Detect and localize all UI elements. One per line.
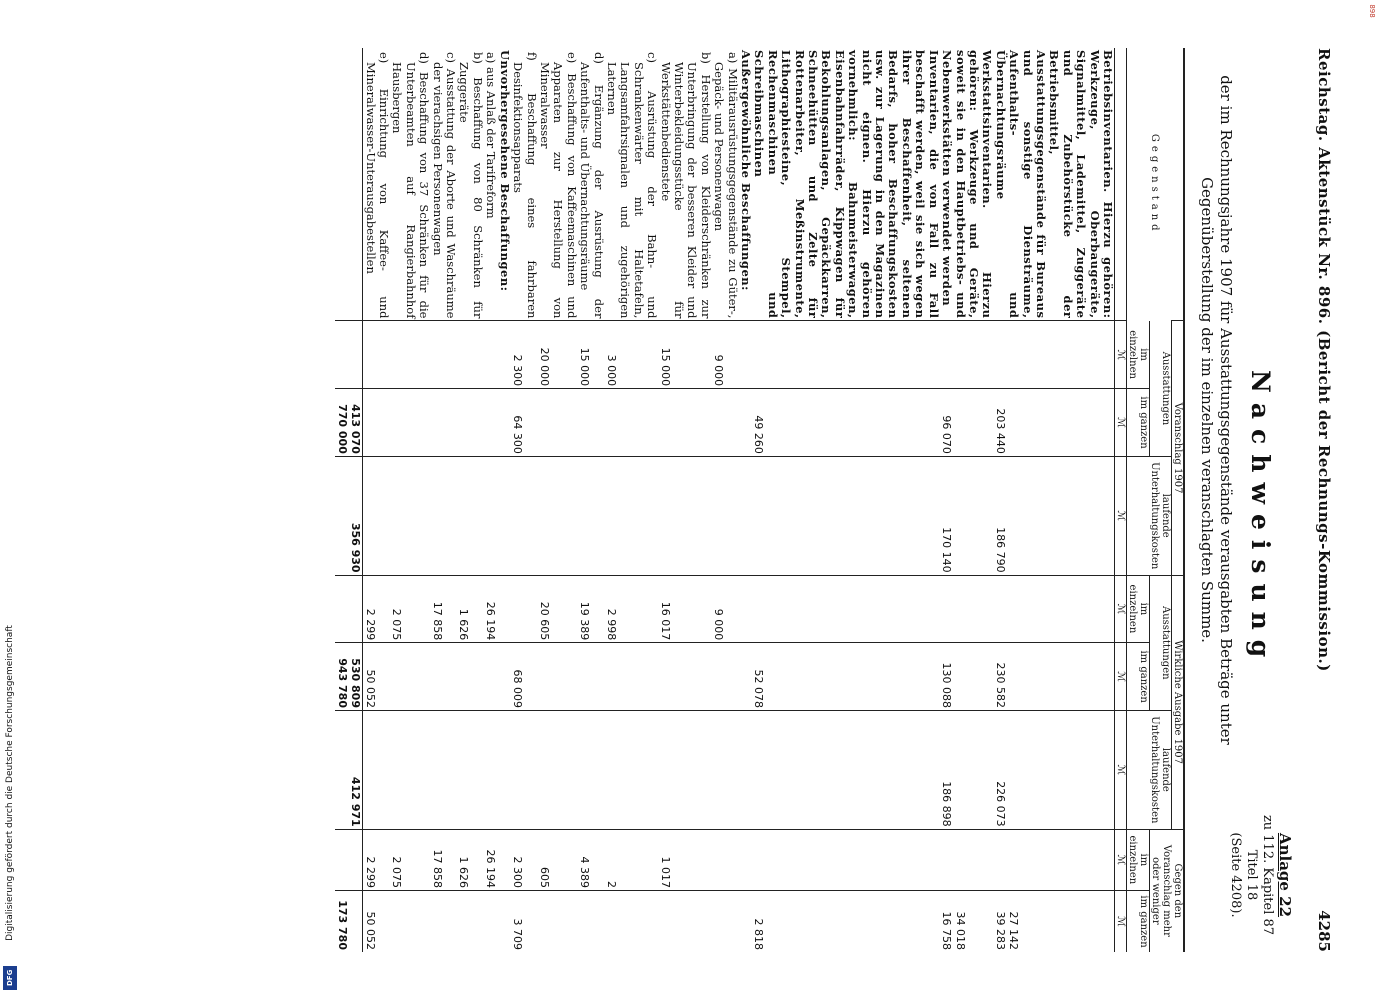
cell-v-lauf bbox=[605, 456, 659, 575]
cell-w-ganz: 230 582 bbox=[993, 643, 1114, 711]
grand-g: 173 780 bbox=[335, 891, 348, 952]
cell-v-ganz bbox=[484, 389, 497, 457]
total-w-lauf: 412 971 bbox=[349, 710, 363, 829]
unit-mark: ℳ bbox=[1115, 389, 1127, 457]
cell-w-einz: 26 194 bbox=[484, 575, 497, 643]
col-wirkliche: Wirkliche Ausgabe 1907 bbox=[1172, 575, 1185, 829]
row-description: e) Beschaffung von Kaffeemaschinen und Apparaten zur Herstellung von Mineralwasser bbox=[537, 52, 579, 319]
cell-v-ganz bbox=[739, 389, 752, 457]
col-w-einz: im einzelnen bbox=[1127, 575, 1150, 643]
expense-table bbox=[335, 48, 1185, 952]
cell-v-ganz bbox=[712, 389, 739, 457]
cell-g-einz bbox=[497, 829, 510, 890]
cell-g-einz: 2 075 bbox=[390, 829, 430, 890]
table-row bbox=[538, 48, 578, 952]
cell-w-ganz bbox=[538, 643, 578, 711]
subtotal-row bbox=[349, 48, 363, 952]
row-description: d) Beschaffung von 37 Schränken für die Unterbeamten auf Rangierbahnhof Hausbergen bbox=[390, 52, 432, 319]
cell-v-einz bbox=[363, 321, 390, 389]
col-v-ausstattungen: Ausstattungen bbox=[1150, 321, 1172, 456]
cell-w-ganz: 68 009 bbox=[511, 643, 538, 711]
cell-v-einz bbox=[739, 321, 752, 389]
table-row bbox=[658, 48, 712, 952]
cell-g-ganz bbox=[497, 891, 510, 952]
cell-g-ganz bbox=[430, 891, 457, 952]
cell-v-einz: 20 000 bbox=[538, 321, 578, 389]
cell-w-einz bbox=[940, 575, 994, 643]
cell-v-lauf bbox=[484, 456, 497, 575]
cell-w-ganz bbox=[484, 643, 497, 711]
cell-w-einz bbox=[739, 575, 752, 643]
cell-w-einz: 1 626 bbox=[457, 575, 484, 643]
cell-v-lauf bbox=[538, 456, 578, 575]
margin-code: 898 bbox=[1368, 4, 1376, 18]
cell-w-einz bbox=[752, 575, 940, 643]
cell-g-ganz bbox=[538, 891, 578, 952]
col-voranschlag: Voranschlag 1907 bbox=[1172, 321, 1185, 575]
col-gegen: Gegen den Voranschlag mehr oder weniger bbox=[1150, 829, 1185, 952]
cell-v-lauf bbox=[430, 456, 457, 575]
cell-v-ganz bbox=[457, 389, 484, 457]
table-row bbox=[752, 48, 940, 952]
cell-v-ganz bbox=[430, 389, 457, 457]
cell-w-einz: 20 605 bbox=[538, 575, 578, 643]
cell-v-lauf: 170 140 bbox=[940, 456, 994, 575]
row-description: Inventarien, die von Fall zu Fall beschafft werden, weil sie sich wegen ihrer Beschaffenheit, seltenen Bedarfs, hoher Beschaffungskosten usw. zur Lagerung in den Magazinen nicht eignen. Hierzu gehören vornehmlich: Bahnmeisterwagen, Eisenbahnfahrräder, Kippwagen für Bekohlungsanlagen, Gepäckkarren, Schneehütten und Zelte für Rottenarbeiter, Meßinstrumente, Lithographiesteine, Stempel, Rechenmaschinen und Schreibmaschinen bbox=[752, 50, 941, 319]
unit-mark: ℳ bbox=[1115, 710, 1127, 829]
cell-w-ganz bbox=[605, 643, 659, 711]
digitization-credit: Digitalisierung gefördert durch die Deutsche Forschungsgemeinschaft bbox=[5, 625, 15, 941]
cell-g-ganz: 2 818 bbox=[752, 891, 940, 952]
document-subtitle: der im Rechnungsjahre 1907 für Ausstattungsgegenstände verausgabten Beträge unter Gegenüberstellung der im einzelnen veranschlagten Summe. bbox=[1198, 75, 1235, 745]
col-v-ganz: im ganzen bbox=[1127, 389, 1150, 457]
cell-w-lauf: 186 898 bbox=[940, 710, 994, 829]
table-row bbox=[511, 48, 538, 952]
row-description: b) Beschaffung von 80 Schränken für Zuggeräte bbox=[457, 52, 485, 319]
grand-total-row bbox=[335, 48, 348, 952]
cell-g-ganz: 3 709 bbox=[511, 891, 538, 952]
cell-w-ganz bbox=[430, 643, 457, 711]
cell-w-ganz: 52 078 bbox=[752, 643, 940, 711]
cell-v-einz bbox=[940, 321, 994, 389]
row-description: c) Ausstattung der Aborte und Waschräume der vierachsigen Personenwagen bbox=[430, 52, 459, 319]
cell-g-einz bbox=[752, 829, 940, 890]
row-description: e) Einrichtung von Kaffee- und Mineralwasser-Unterausgabestellen bbox=[363, 52, 392, 319]
cell-w-lauf bbox=[484, 710, 497, 829]
cell-v-lauf bbox=[457, 456, 484, 575]
cell-v-einz bbox=[430, 321, 457, 389]
annex-title: Anlage 22 bbox=[1276, 832, 1294, 918]
row-description: Betriebsinventarien. Hierzu gehören: Werkzeuge, Oberbaugeräte, Signalmittel, Lademittel, Zuggeräte und Zubehörstücke der Betriebsmittel, Ausstattungsgegenstände für Bureaus und sonstige Diensträume, Aufenthalts- und Übernachtungsräume bbox=[993, 50, 1115, 319]
cell-v-ganz bbox=[497, 389, 510, 457]
cell-v-ganz: 64 300 bbox=[511, 389, 538, 457]
document-title: Nachweisung bbox=[1246, 370, 1275, 668]
annex-ref: zu 112. Kapitel 87 Titel 18 bbox=[1244, 814, 1275, 936]
cell-w-ganz bbox=[739, 643, 752, 711]
cell-w-einz: 9 000 bbox=[712, 575, 739, 643]
table-row bbox=[605, 48, 659, 952]
cell-w-lauf bbox=[605, 710, 659, 829]
cell-v-ganz: 49 260 bbox=[752, 389, 940, 457]
cell-v-einz bbox=[484, 321, 497, 389]
unit-row-spacer bbox=[1115, 48, 1127, 321]
row-description: a) Militärausrüstungsgegenstände zu Güter-, Gepäck- und Personenwagen bbox=[712, 52, 740, 319]
cell-g-einz: 2 bbox=[605, 829, 659, 890]
col-gegenstand: Gegenstand bbox=[1127, 48, 1185, 321]
cell-v-einz: 15 000 bbox=[658, 321, 712, 389]
unit-mark: ℳ bbox=[1115, 321, 1127, 389]
cell-v-lauf bbox=[511, 456, 538, 575]
cell-v-lauf bbox=[658, 456, 712, 575]
row-description: Unvorhergesehene Beschaffungen: bbox=[497, 50, 512, 292]
cell-v-ganz bbox=[390, 389, 430, 457]
cell-w-ganz bbox=[578, 643, 605, 711]
cell-v-lauf bbox=[578, 456, 605, 575]
cell-v-einz bbox=[993, 321, 1114, 389]
cell-g-einz: 605 bbox=[538, 829, 578, 890]
table-row bbox=[430, 48, 457, 952]
cell-v-lauf bbox=[712, 456, 739, 575]
cell-g-einz: 2 300 bbox=[511, 829, 538, 890]
table-row bbox=[712, 48, 739, 952]
cell-v-einz bbox=[457, 321, 484, 389]
cell-g-einz: 2 299 bbox=[363, 829, 390, 890]
cell-g-einz: 26 194 bbox=[484, 829, 497, 890]
page-number: 4285 bbox=[1315, 910, 1333, 952]
cell-w-lauf bbox=[363, 710, 390, 829]
cell-w-lauf bbox=[390, 710, 430, 829]
cell-w-lauf: 226 073 bbox=[993, 710, 1114, 829]
unit-mark: ℳ bbox=[1115, 643, 1127, 711]
cell-v-lauf bbox=[739, 456, 752, 575]
annex-note bbox=[1227, 800, 1293, 950]
grand-w: 943 780 bbox=[335, 643, 348, 711]
cell-v-einz bbox=[497, 321, 510, 389]
cell-g-ganz bbox=[457, 891, 484, 952]
annex-page: (Seite 4208). bbox=[1228, 832, 1243, 918]
cell-w-ganz: 50 052 bbox=[363, 643, 390, 711]
cell-v-lauf: 186 790 bbox=[993, 456, 1114, 575]
row-description: Außergewöhnliche Beschaffungen: bbox=[739, 50, 754, 291]
col-w-laufende: laufende Unterhaltungskosten bbox=[1127, 710, 1172, 829]
cell-w-einz: 2 998 bbox=[605, 575, 659, 643]
cell-w-lauf bbox=[712, 710, 739, 829]
cell-w-ganz bbox=[457, 643, 484, 711]
cell-g-ganz bbox=[390, 891, 430, 952]
cell-v-lauf bbox=[497, 456, 510, 575]
cell-v-einz bbox=[752, 321, 940, 389]
cell-v-ganz bbox=[363, 389, 390, 457]
cell-g-einz: 4 389 bbox=[578, 829, 605, 890]
cell-v-lauf bbox=[363, 456, 390, 575]
cell-g-ganz bbox=[739, 891, 752, 952]
col-w-ausstattungen: Ausstattungen bbox=[1150, 575, 1172, 710]
cell-w-ganz: 130 088 bbox=[940, 643, 994, 711]
total-v-lauf: 356 930 bbox=[349, 456, 363, 575]
cell-w-lauf bbox=[511, 710, 538, 829]
cell-v-ganz bbox=[605, 389, 659, 457]
table-row bbox=[363, 48, 390, 952]
total-v-ganz: 413 070 bbox=[349, 389, 363, 457]
cell-w-lauf bbox=[457, 710, 484, 829]
col-v-laufende: laufende Unterhaltungskosten bbox=[1127, 456, 1172, 575]
cell-w-lauf bbox=[752, 710, 940, 829]
cell-w-einz: 19 389 bbox=[578, 575, 605, 643]
row-description: Werkstattsinventarien. Hierzu gehören: Werkzeuge und Geräte, soweit sie in den Hauptbetriebs- und Nebenwerkstätten verwendet werden bbox=[940, 50, 995, 319]
unit-mark: ℳ bbox=[1115, 891, 1127, 952]
table-row bbox=[993, 48, 1114, 952]
row-description: d) Ergänzung der Ausrüstung der Aufenthalts- und Übernachtungsräume bbox=[578, 52, 606, 319]
cell-v-lauf bbox=[390, 456, 430, 575]
table-row bbox=[497, 48, 510, 952]
cell-w-lauf bbox=[578, 710, 605, 829]
cell-w-einz: 16 017 bbox=[658, 575, 712, 643]
cell-g-ganz bbox=[712, 891, 739, 952]
cell-g-einz: 17 858 bbox=[430, 829, 457, 890]
cell-w-einz bbox=[497, 575, 510, 643]
document-page bbox=[295, 40, 1335, 960]
cell-w-einz: 2 075 bbox=[390, 575, 430, 643]
unit-mark: ℳ bbox=[1115, 456, 1127, 575]
cell-v-ganz: 96 070 bbox=[940, 389, 994, 457]
cell-v-lauf bbox=[752, 456, 940, 575]
cell-v-ganz bbox=[658, 389, 712, 457]
cell-w-lauf bbox=[497, 710, 510, 829]
row-description: f) Beschaffung eines fahrbaren Desinfektionsapparats bbox=[511, 52, 539, 319]
cell-g-ganz: 27 142 39 283 bbox=[993, 891, 1114, 952]
cell-v-einz: 15 000 bbox=[578, 321, 605, 389]
cell-g-einz bbox=[739, 829, 752, 890]
cell-g-einz: 1 017 bbox=[658, 829, 712, 890]
col-v-einz: im einzelnen bbox=[1127, 321, 1150, 389]
cell-w-ganz bbox=[658, 643, 712, 711]
cell-g-einz bbox=[712, 829, 739, 890]
running-header: Reichstag. Aktenstück Nr. 896. (Bericht der Rechnungs-Kommission.) bbox=[1315, 48, 1333, 672]
cell-v-ganz bbox=[538, 389, 578, 457]
cell-v-ganz: 203 440 bbox=[993, 389, 1114, 457]
cell-w-einz: 2 299 bbox=[363, 575, 390, 643]
cell-g-ganz: 50 052 bbox=[363, 891, 390, 952]
cell-w-lauf bbox=[739, 710, 752, 829]
cell-g-ganz: 34 018 16 758 bbox=[940, 891, 994, 952]
cell-w-lauf bbox=[430, 710, 457, 829]
row-description: b) Herstellung von Kleiderschränken zur Unterbringung der besseren Kleider und Winterbekleidungsstücke für Werkstättenbedienstete bbox=[658, 52, 713, 319]
col-g-ganz: im ganzen bbox=[1127, 891, 1150, 952]
table-row bbox=[940, 48, 994, 952]
total-w-ganz: 530 809 bbox=[349, 643, 363, 711]
table-row bbox=[484, 48, 497, 952]
dfg-logo: DFG bbox=[3, 966, 17, 990]
cell-v-ganz bbox=[578, 389, 605, 457]
cell-g-einz: 1 626 bbox=[457, 829, 484, 890]
grand-v: 770 000 bbox=[335, 389, 348, 457]
cell-g-ganz bbox=[578, 891, 605, 952]
cell-g-ganz bbox=[605, 891, 659, 952]
cell-g-ganz bbox=[484, 891, 497, 952]
cell-w-einz: 17 858 bbox=[430, 575, 457, 643]
table-row bbox=[457, 48, 484, 952]
cell-v-einz: 9 000 bbox=[712, 321, 739, 389]
cell-w-lauf bbox=[538, 710, 578, 829]
cell-w-ganz bbox=[390, 643, 430, 711]
cell-w-ganz bbox=[712, 643, 739, 711]
row-description: c) Ausrüstung der Bahn- und Schrankenwärter mit Haltetafeln, Langsamfahrsignalen und zugehörigen Laternen bbox=[604, 52, 660, 319]
col-g-einz: im einzelnen bbox=[1127, 829, 1150, 890]
cell-v-einz bbox=[390, 321, 430, 389]
cell-v-einz: 3 000 bbox=[605, 321, 659, 389]
cell-g-einz bbox=[940, 829, 994, 890]
cell-w-lauf bbox=[658, 710, 712, 829]
cell-g-ganz bbox=[658, 891, 712, 952]
table-row bbox=[578, 48, 605, 952]
cell-v-einz: 2 300 bbox=[511, 321, 538, 389]
unit-mark: ℳ bbox=[1115, 829, 1127, 890]
cell-w-einz bbox=[993, 575, 1114, 643]
unit-mark: ℳ bbox=[1115, 575, 1127, 643]
cell-g-einz bbox=[993, 829, 1114, 890]
table-row bbox=[390, 48, 430, 952]
cell-w-einz bbox=[511, 575, 538, 643]
cell-w-ganz bbox=[497, 643, 510, 711]
row-description: a) aus Anlaß der Tarifreform bbox=[484, 52, 499, 219]
table-row bbox=[739, 48, 752, 952]
col-w-ganz: im ganzen bbox=[1127, 643, 1150, 711]
